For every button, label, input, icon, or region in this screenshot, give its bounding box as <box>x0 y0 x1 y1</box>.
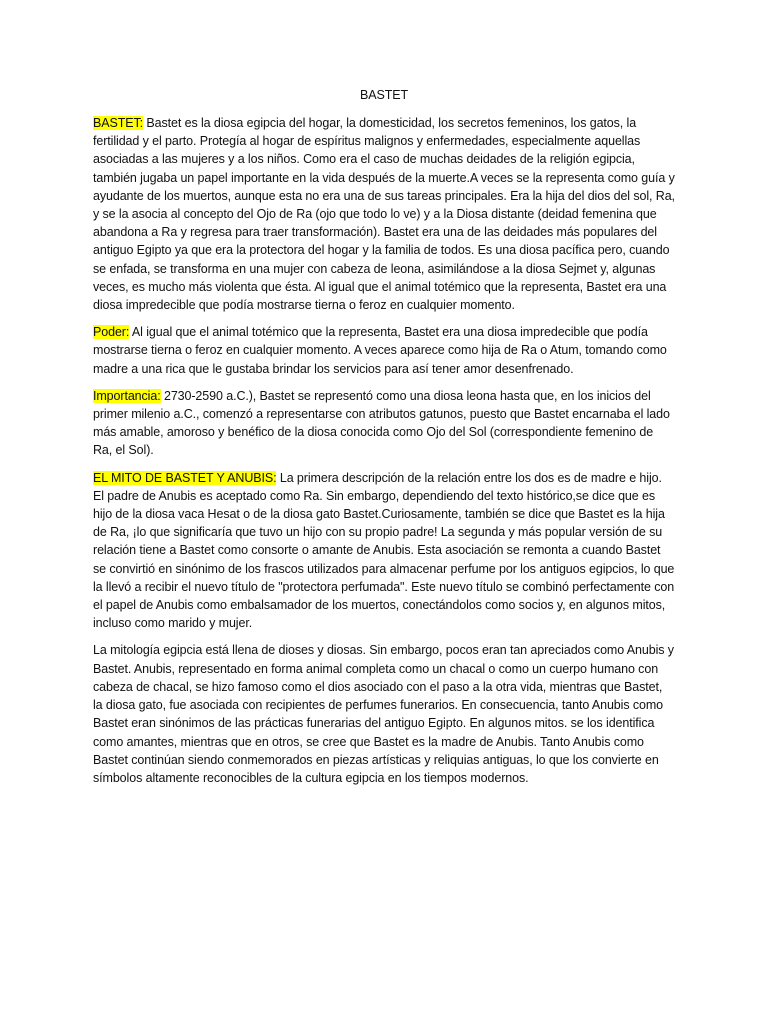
section-label-mito: EL MITO DE BASTET Y ANUBIS: <box>93 470 277 485</box>
document-title: BASTET <box>359 88 409 102</box>
paragraph-mitologia <box>93 641 675 787</box>
paragraph-mito <box>93 469 675 633</box>
paragraph-importancia <box>93 387 675 460</box>
section-label-importancia: Importancia: <box>93 388 161 403</box>
paragraph-text: La mitología egipcia está llena de dioses y diosas. Sin embargo, pocos eran tan apreciados como Anubis y Bastet. Anubis, representado en forma animal completa como un chacal o como un cuerpo humano con cabeza de chacal, se hizo famoso como el dios asociado con el paso a la otra vida, mientras que Bastet, la diosa gato, fue asociada con recipientes de perfumes funerarios. En consecuencia, tanto Anubis como Bastet eran sinónimos de las prácticas funerarias del antiguo Egipto. En algunos mitos. se los identifica como amantes, mientras que en otros, se cree que Bastet es la madre de Anubis. Tanto Anubis como Bastet continúan siendo conmemorados en piezas artísticas y reliquias antiguas, lo que los convierte en símbolos altamente reconocibles de la cultura egipcia en los tiempos modernos. <box>93 643 674 785</box>
document-page <box>93 86 675 796</box>
paragraph-poder <box>93 323 675 378</box>
paragraph-text: La primera descripción de la relación entre los dos es de madre e hijo. El padre de Anubis es aceptado como Ra. Sin embargo, dependiendo del texto histórico,se dice que es hijo de la diosa vaca Hesat o de la diosa gato Bastet.Curiosamente, también se dice que Bastet es la hija de Ra, ¡lo que significaría que tuvo un hijo con su propio padre! La segunda y más popular versión de su relación tiene a Bastet como consorte o amante de Anubis. Esta asociación se remonta a cuando Bastet se convirtió en sinónimo de los frascos utilizados para almacenar perfume por los antiguos egipcios, lo que la llevó a recibir el nuevo título de "protectora perfumada". Este nuevo título se combinó perfectamente con el papel de Anubis como embalsamador de los muertos, conectándolos como socios y, en algunos mitos, incluso como marido y mujer. <box>93 470 675 631</box>
paragraph-text: Bastet es la diosa egipcia del hogar, la domesticidad, los secretos femeninos, los gatos, la fertilidad y el parto. Protegía al hogar de espíritus malignos y enfermedades, especialmente aquellas asociadas a las mujeres y a los niños. Como era el caso de muchas deidades de la religión egipcia, también jugaba un papel importante en la vida después de la muerte.A veces se la representa como guía y ayudante de los muertos, aunque esta no era una de sus tareas principales. Era la hija del dios del sol, Ra, y se la asocia al concepto del Ojo de Ra (ojo que todo lo ve) y a la Diosa distante (deidad femenina que abandona a Ra y regresa para traer transformación). Bastet era una de las deidades más populares del antiguo Egipto ya que era la protectora del hogar y la familia de todos. Es una diosa pacífica pero, cuando se enfada, se transforma en una mujer con cabeza de leona, asimilándose a la diosa Sejmet y, algunas veces, es mucho más violenta que ésta. Al igual que el animal totémico que la representa, Bastet era una diosa impredecible que podía mostrarse tierna o feroz en cualquier momento. <box>93 116 675 313</box>
paragraph-text: 2730-2590 a.C.), Bastet se representó como una diosa leona hasta que, en los inicios del primer milenio a.C., comenzó a representarse con atributos gatunos, puesto que Bastet encarnaba el lado más amable, amoroso y benéfico de la diosa conocida como Ojo del Sol (correspondiente femenino de Ra, el Sol). <box>93 388 670 458</box>
paragraph-text: Al igual que el animal totémico que la representa, Bastet era una diosa impredecible que podía mostrarse tierna o feroz en cualquier momento. A veces aparece como hija de Ra o Atum, tomando como madre a una rica que le gustaba brindar los servicios para así tener amor desenfrenado. <box>93 325 667 376</box>
paragraph-bastet <box>93 114 675 314</box>
section-label-bastet: BASTET: <box>93 116 144 130</box>
section-label-poder: Poder: <box>93 325 130 340</box>
